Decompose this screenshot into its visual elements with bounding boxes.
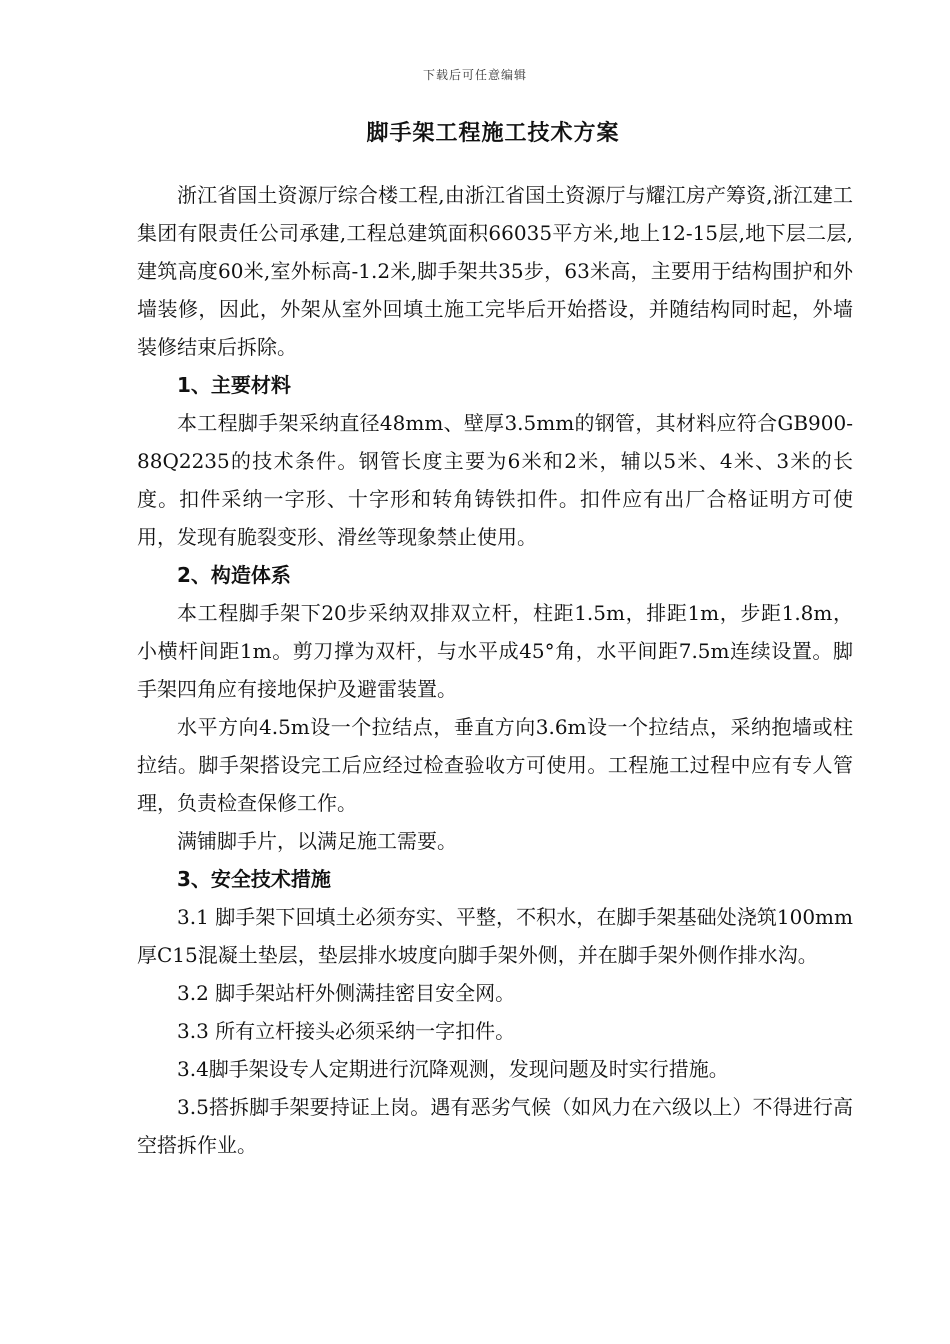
section-heading-materials: 1、主要材料 [177, 373, 291, 397]
document-body [137, 176, 853, 1164]
materials-paragraph: 本工程脚手架采纳直径48mm、壁厚3.5mm的钢管，其材料应符合GB900-88Q2235的技术条件。钢管长度主要为6米和2米，辅以5米、4米、3米的长度。扣件采纳一字形、十字形和转角铸铁扣件。扣件应有出厂合格证明方可使用，发现有脆裂变形、滑丝等现象禁止使用。 [137, 411, 853, 549]
safety-item: 3.1 脚手架下回填土必须夯实、平整，不积水，在脚手架基础处浇筑100mm厚C15混凝土垫层，垫层排水坡度向脚手架外侧，并在脚手架外侧作排水沟。 [137, 905, 853, 967]
document-title: 脚手架工程施工技术方案 [366, 121, 620, 146]
safety-item: 3.3 所有立杆接头必须采纳一字扣件。 [177, 1019, 516, 1043]
section-heading-safety: 3、安全技术措施 [177, 867, 331, 891]
structure-paragraph-2: 水平方向4.5m设一个拉结点，垂直方向3.6m设一个拉结点，采纳抱墙或柱拉结。脚手架搭设完工后应经过检查验收方可使用。工程施工过程中应有专人管理，负责检查保修工作。 [137, 715, 853, 815]
structure-paragraph-3: 满铺脚手片，以满足施工需要。 [177, 829, 457, 853]
safety-item: 3.4脚手架设专人定期进行沉降观测，发现问题及时实行措施。 [177, 1057, 729, 1081]
page-header-note: 下载后可任意编辑 [422, 68, 527, 82]
structure-paragraph-1: 本工程脚手架下20步采纳双排双立杆，柱距1.5m，排距1m，步距1.8m，小横杆间距1m。剪刀撑为双杆，与水平成45°角，水平间距7.5m连续设置。脚手架四角应有接地保护及避雷装置。 [137, 601, 853, 701]
intro-paragraph: 浙江省国土资源厅综合楼工程,由浙江省国土资源厅与耀江房产筹资,浙江建工集团有限责任公司承建,工程总建筑面积66035平方米,地上12-15层,地下层二层,建筑高度60米,室外标高-1.2米,脚手架共35步，63米高，主要用于结构围护和外墙装修，因此，外架从室外回填土施工完毕后开始搭设，并随结构同时起，外墙装修结束后拆除。 [137, 183, 853, 359]
safety-item: 3.5搭拆脚手架要持证上岗。遇有恶劣气候（如风力在六级以上）不得进行高空搭拆作业。 [137, 1095, 853, 1157]
safety-item: 3.2 脚手架站杆外侧满挂密目安全网。 [177, 981, 516, 1005]
section-heading-structure: 2、构造体系 [177, 563, 291, 587]
